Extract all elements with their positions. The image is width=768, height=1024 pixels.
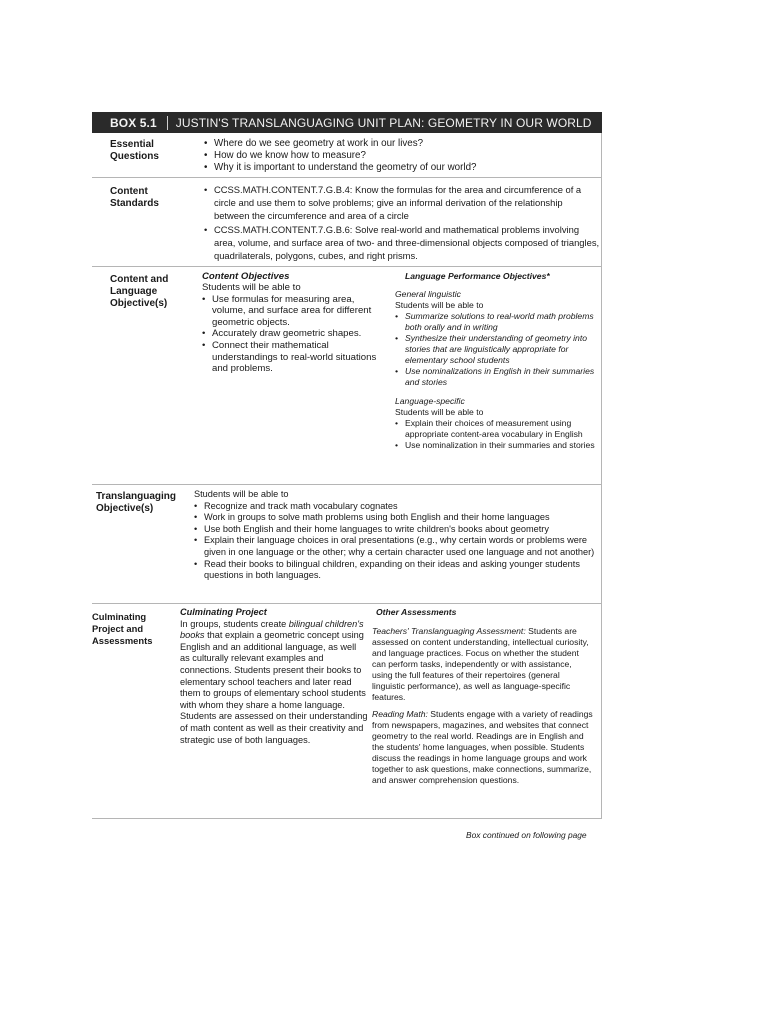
continued-note: Box continued on following page <box>466 830 587 840</box>
content-standards-label: Content Standards <box>110 186 159 209</box>
list-item: • Accurately draw geometric shapes. <box>202 328 387 340</box>
culminating-row <box>92 604 602 819</box>
list-item: • Connect their mathematical understandings to real-world situations and problems. <box>202 340 387 375</box>
language-objectives <box>395 271 600 451</box>
general-linguistic-list <box>395 311 600 388</box>
list-item: • Synthesize their understanding of geometry into stories that are linguistically appropriate for elementary school students <box>395 333 600 366</box>
assessment-title: Teachers' Translanguaging Assessment: <box>372 626 526 636</box>
objectives-row <box>92 267 602 485</box>
other-assessments-heading: Other Assessments <box>376 607 457 617</box>
unit-plan-box <box>92 112 602 819</box>
other-assessments <box>372 607 594 786</box>
essential-questions-label: Essential Questions <box>110 139 159 162</box>
list-item: • Use nominalization in their summaries and stories <box>395 440 600 451</box>
general-linguistic <box>395 289 600 388</box>
translanguaging-assessment <box>372 626 594 703</box>
list-item: • Why it is important to understand the geometry of our world? <box>204 162 594 174</box>
list-item: • Explain their choices of measurement using appropriate content-area vocabulary in English <box>395 418 600 440</box>
general-linguistic-heading: General linguistic <box>395 289 461 299</box>
box-number: BOX 5.1 <box>92 116 168 130</box>
culminating-project-heading: Culminating Project <box>180 607 267 617</box>
list-item: • Explain their language choices in oral presentations (e.g., why certain words or problems were given in one language or the other; why a certain character used one language and not another) <box>194 535 600 558</box>
essential-questions-row <box>92 133 602 178</box>
content-objectives-heading: Content Objectives <box>202 271 290 282</box>
content-standards-row <box>92 178 602 267</box>
box-header <box>92 112 602 133</box>
project-text-post: that explain a geometric concept using English and an additional language, as well as culturally relevant examples and connections. Students present their books to elementary school teachers and later read them to groups of elementary school students with whom they share a home language. Students are assessed on their understanding of math content as well as their creativity and strategic use of both languages. <box>180 630 368 745</box>
language-specific-list <box>395 418 600 451</box>
content-objectives-list <box>202 294 387 375</box>
content-objectives <box>202 271 387 375</box>
list-item: • Use formulas for measuring area, volume, and surface area for different geometric objects. <box>202 294 387 329</box>
list-item: • Work in groups to solve math problems using both English and their home languages <box>194 512 600 524</box>
translanguaging-content <box>194 489 600 582</box>
list-item: • Summarize solutions to real-world math problems both orally and in writing <box>395 311 600 333</box>
translanguaging-list <box>194 501 600 582</box>
general-linguistic-intro: Students will be able to <box>395 300 484 310</box>
culminating-label: Culminating Project and Assessments <box>92 611 153 646</box>
list-item: • How do we know how to measure? <box>204 150 594 162</box>
assessment-text: Students are assessed on content understanding, intellectual curiosity, and language practices. Focus on whether the student can perform tasks, independently or with assistance, using the full features of their repertoires (general linguistic performance), as well as language-specific features. <box>372 626 589 702</box>
translanguaging-label: Translanguaging Objective(s) <box>96 491 177 514</box>
translanguaging-intro: Students will be able to <box>194 489 289 499</box>
language-specific-intro: Students will be able to <box>395 407 484 417</box>
language-specific-heading: Language-specific <box>395 396 465 406</box>
list-item: • Where do we see geometry at work in our lives? <box>204 138 594 150</box>
translanguaging-row <box>92 485 602 604</box>
list-item: • Read their books to bilingual children, expanding on their ideas and asking younger students questions in both languages. <box>194 559 600 582</box>
essential-questions-list <box>204 138 594 174</box>
list-item: • Use nominalizations in English in their summaries and stories <box>395 366 600 388</box>
list-item: • CCSS.MATH.CONTENT.7.G.B.6: Solve real-world and mathematical problems involving area, volume, and surface area of two- and three-dimensional objects composed of triangles, quadrilaterals, polygons, cubes, and right prisms. <box>204 223 600 262</box>
objectives-label: Content and Language Objective(s) <box>110 274 169 309</box>
content-objectives-intro: Students will be able to <box>202 282 301 293</box>
list-item: • Recognize and track math vocabulary cognates <box>194 501 600 513</box>
project-text-italic: bilingual children's books <box>180 618 364 641</box>
reading-math-assessment <box>372 709 594 786</box>
project-text-pre: In groups, students create <box>180 618 289 629</box>
language-specific <box>395 396 600 451</box>
assessment-text: Students engage with a variety of readings from newspapers, magazines, and websites that connect geometry to the real world. Readings are in English and the students' home languages, when possible. Students discuss the readings in home language groups and work together to ask questions, make connections, summarize, and answer comprehension questions. <box>372 709 593 785</box>
list-item: • CCSS.MATH.CONTENT.7.G.B.4: Know the formulas for the area and circumference of a circle and use them to solve problems; give an informal derivation of the relationship between the circumference and area of a circle <box>204 183 600 222</box>
culminating-project <box>180 607 368 746</box>
language-objectives-heading: Language Performance Objectives* <box>405 271 550 281</box>
box-title: JUSTIN'S TRANSLANGUAGING UNIT PLAN: GEOMETRY IN OUR WORLD <box>175 115 592 130</box>
content-standards-list <box>204 183 600 262</box>
list-item: • Use both English and their home languages to write children's books about geometry <box>194 524 600 536</box>
culminating-project-text <box>180 619 368 747</box>
assessment-title: Reading Math: <box>372 709 428 719</box>
